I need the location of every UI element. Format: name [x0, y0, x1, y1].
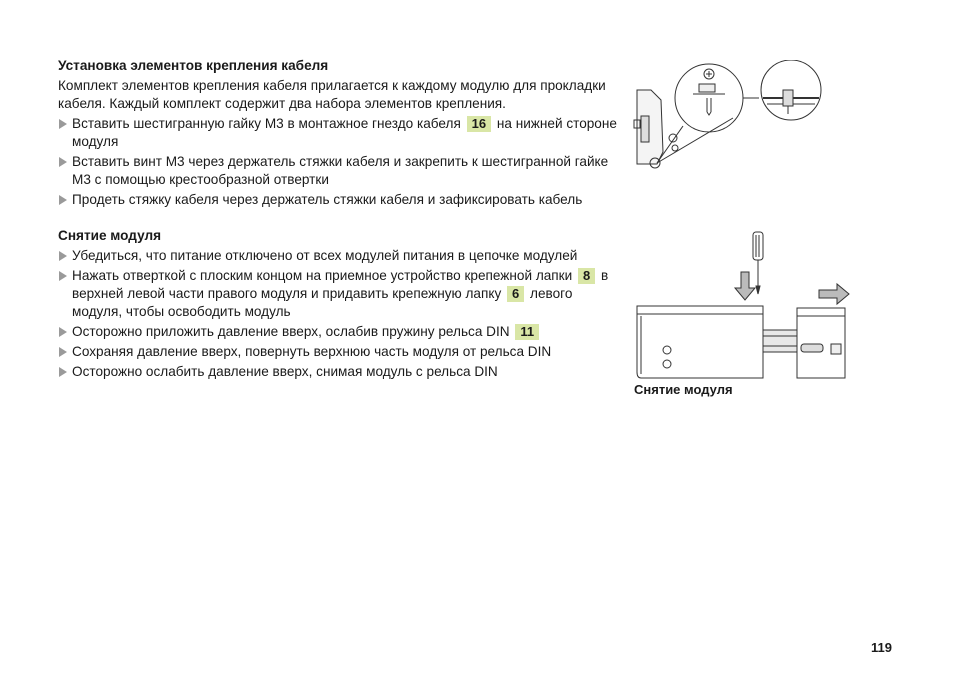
- list-item: Вставить винт М3 через держатель стяжки кабеля и закрепить к шестигранной гайке М3 с помощью крестообразной отвертки: [58, 153, 618, 189]
- bullet-triangle-icon: [59, 119, 67, 129]
- main-text-column: [58, 57, 618, 381]
- module-removal-illustration: [633, 228, 853, 383]
- list-item: Осторожно ослабить давление вверх, снимая модуль с рельса DIN: [58, 363, 618, 381]
- cable-fastening-illustration: [633, 60, 853, 178]
- list-item: Сохраняя давление вверх, повернуть верхнюю часть модуля от рельса DIN: [58, 343, 618, 361]
- list-item: Продеть стяжку кабеля через держатель стяжки кабеля и зафиксировать кабель: [58, 191, 618, 209]
- bullet-triangle-icon: [59, 195, 67, 205]
- bullet-triangle-icon: [59, 367, 67, 377]
- reference-badge: 8: [578, 268, 595, 284]
- reference-badge: 16: [467, 116, 491, 132]
- bullet-triangle-icon: [59, 347, 67, 357]
- figure-caption: Снятие модуля: [634, 382, 733, 397]
- section-heading-cable-fastening: Установка элементов крепления кабеля: [58, 58, 329, 73]
- bullet-triangle-icon: [59, 327, 67, 337]
- bullet-triangle-icon: [59, 271, 67, 281]
- intro-paragraph: Комплект элементов крепления кабеля прилагается к каждому модулю для прокладки кабеля. Каждый комплект содержит два набора элементов крепления.: [58, 78, 606, 111]
- page-number: 119: [871, 640, 892, 655]
- list-item: Нажать отверткой с плоским концом на приемное устройство крепежной лапки 8 в верхней левой части правого модуля и придавить крепежную лапку 6 левого модуля, чтобы освободить модуль: [58, 267, 618, 321]
- section-heading-module-removal: Снятие модуля: [58, 228, 162, 243]
- bullet-triangle-icon: [59, 157, 67, 167]
- bullet-triangle-icon: [59, 251, 67, 261]
- reference-badge: 11: [515, 324, 539, 340]
- list-item: Вставить шестигранную гайку М3 в монтажное гнездо кабеля 16 на нижней стороне модуля: [58, 115, 618, 151]
- list-item: Убедиться, что питание отключено от всех модулей питания в цепочке модулей: [58, 247, 618, 265]
- list-item: Осторожно приложить давление вверх, ослабив пружину рельса DIN 11: [58, 323, 618, 341]
- reference-badge: 6: [507, 286, 524, 302]
